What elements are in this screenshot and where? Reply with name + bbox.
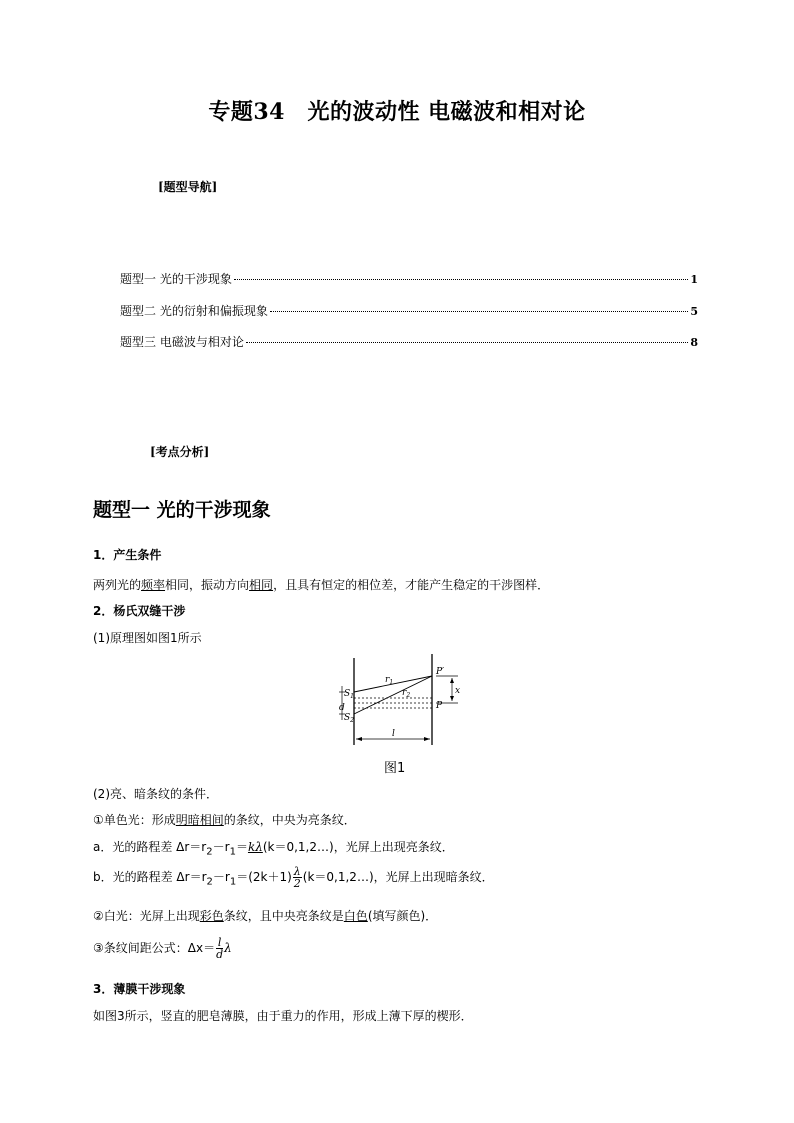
paragraph-white-light: ②白光：光屏上出现彩色条纹，且中央亮条纹是白色(填写颜色)． xyxy=(93,909,438,923)
svg-text:r2: $r_2$ xyxy=(402,688,411,699)
nav-label: [题型导航] xyxy=(158,180,218,194)
toc-label: 题型一 光的干涉现象 xyxy=(120,272,232,286)
subheading-thin-film: 3．薄膜干涉现象 xyxy=(93,982,186,996)
svg-text:l: l xyxy=(392,729,395,739)
svg-text:x: x xyxy=(455,686,461,696)
svg-text:P: P xyxy=(436,701,443,711)
svg-text:d: d xyxy=(339,703,345,713)
toc-label: 题型二 光的衍射和偏振现象 xyxy=(120,304,268,318)
svg-text:S1: $S_1$ xyxy=(344,689,354,700)
toc-leader xyxy=(234,278,689,280)
page-title: 专题34 光的波动性 电磁波和相对论 xyxy=(208,99,586,125)
section-heading: 题型一 光的干涉现象 xyxy=(93,499,271,521)
analysis-label: [考点分析] xyxy=(150,445,210,459)
paragraph-bright-fringe: a．光的路程差 $\Delta r=r_2-r_1=k\lambda(k=0,1,2\dots)$，光屏上出现亮条纹． xyxy=(93,840,454,858)
paragraph-monochrome: ①单色光：形成明暗相间的条纹，中央为亮条纹． xyxy=(93,813,356,827)
toc-page: 5 xyxy=(690,305,698,318)
paragraph-conditions: 两列光的频率相同，振动方向相同，且具有恒定的相位差，才能产生稳定的干涉图样． xyxy=(93,578,550,592)
svg-text:P′: P′ xyxy=(436,667,445,677)
svg-text:r1: $r_1$ xyxy=(385,675,394,686)
toc-entry[interactable] xyxy=(120,270,698,287)
toc-leader xyxy=(246,341,689,343)
toc-leader xyxy=(270,310,689,312)
paragraph-principle: (1)原理图如图1所示 xyxy=(93,631,202,645)
toc-entry[interactable] xyxy=(120,333,698,350)
paragraph-thin-film: 如图3所示，竖直的肥皂薄膜，由于重力的作用，形成上薄下厚的楔形． xyxy=(93,1009,473,1023)
figure-caption: 图1 xyxy=(384,761,406,776)
paragraph-dark-fringe: b．光的路程差 $\Delta r=r_2-r_1=(2k+1)$ $\frac{\lambda}{2}$ (k＝0,1,2…)，光屏上出现暗条纹． xyxy=(93,865,494,890)
paragraph-spacing-formula: ③条纹间距公式：Δx＝ $\frac{l}{d}$ λ xyxy=(93,936,232,961)
paragraph-conditions-heading: (2)亮、暗条纹的条件． xyxy=(93,787,218,801)
toc-entry[interactable] xyxy=(120,302,698,319)
toc-page: 1 xyxy=(690,273,698,286)
toc-label: 题型三 电磁波与相对论 xyxy=(120,335,244,349)
svg-text:S2: $S_2$ xyxy=(344,713,354,724)
subheading-conditions: 1．产生条件 xyxy=(93,548,162,562)
double-slit-diagram xyxy=(330,650,470,750)
subheading-young: 2．杨氏双缝干涉 xyxy=(93,604,186,618)
toc-page: 8 xyxy=(690,336,698,349)
